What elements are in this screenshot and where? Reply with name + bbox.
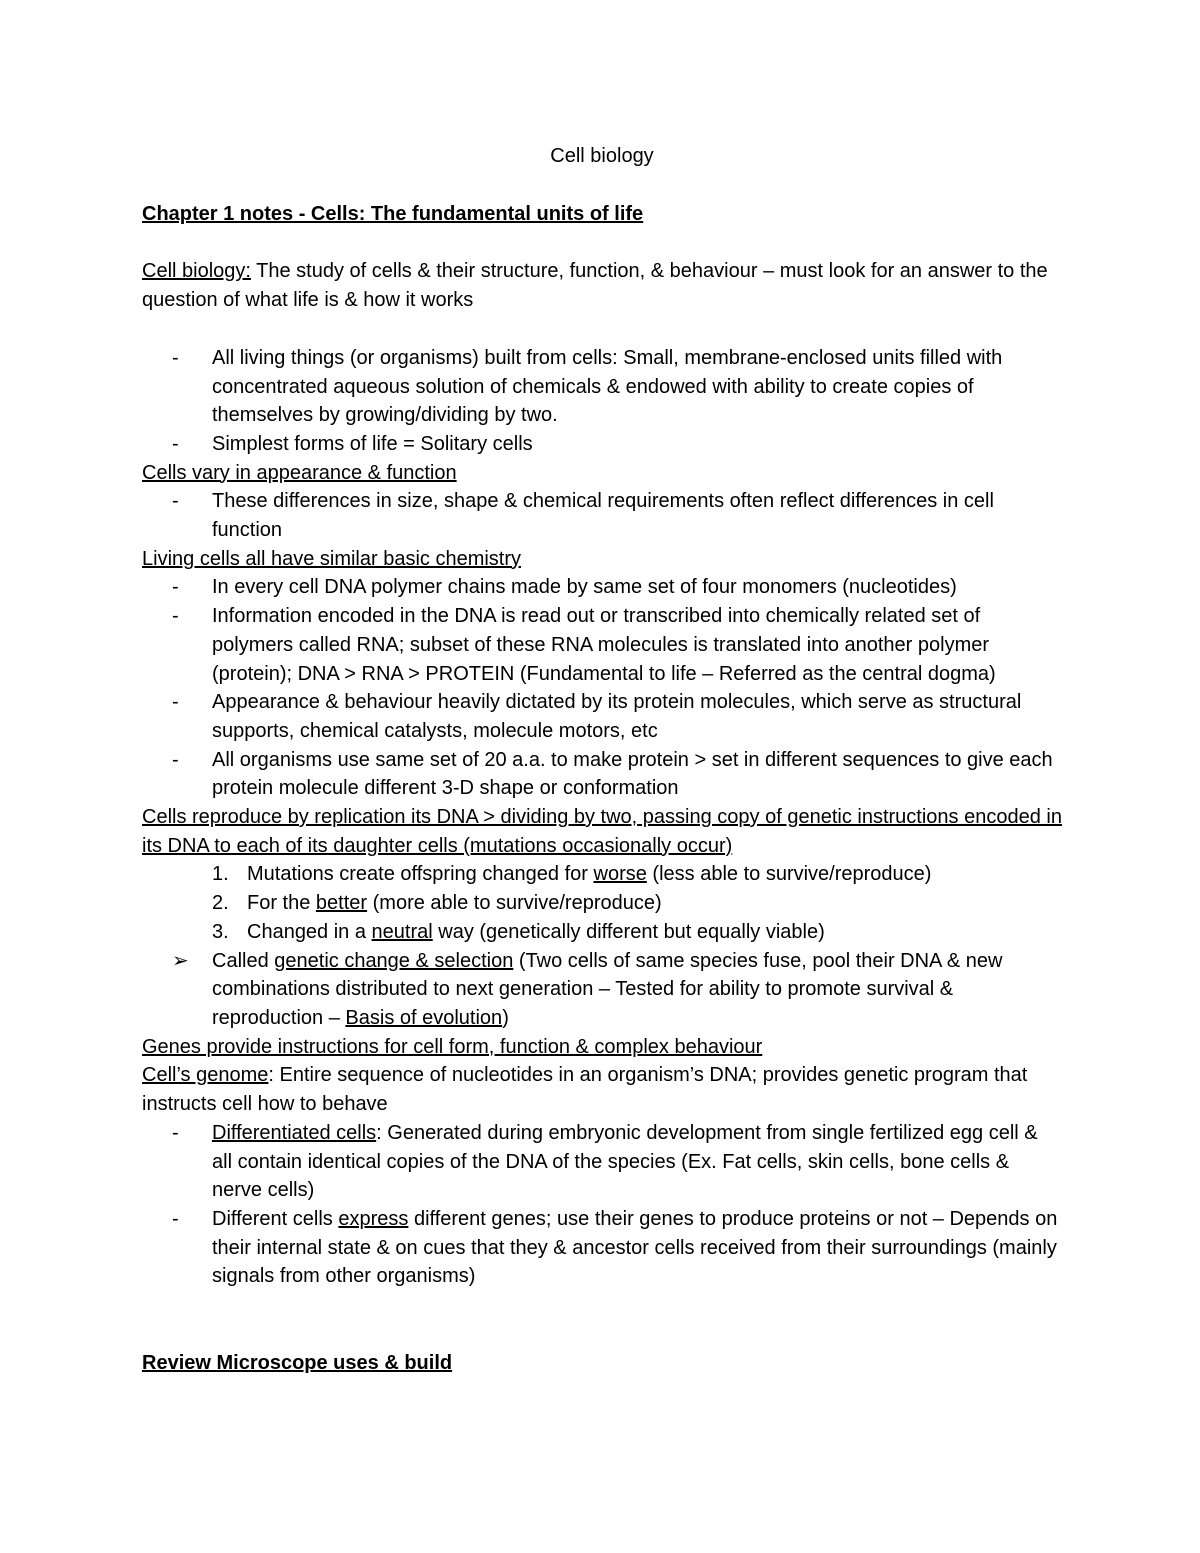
document-title: Cell biology	[550, 145, 654, 167]
list-item	[142, 688, 1062, 745]
list-item	[142, 344, 1062, 430]
list-item-emphasis: express	[338, 1207, 409, 1230]
number-marker: 1.	[212, 863, 229, 886]
list-item-text: : Generated during embryonic development from single fertilized egg cell & all contain identical copies of the DNA of the species (Ex. Fat cells, skin cells, bone cells & nerve cells)	[212, 1121, 1038, 1202]
bullet-marker: -	[172, 691, 179, 714]
list-item-emphasis: Differentiated cells	[212, 1121, 377, 1144]
numbered-item-text: (more able to survive/reproduce)	[367, 892, 662, 915]
arrow-item-text: )	[502, 1006, 509, 1029]
list-item	[142, 487, 1062, 544]
bullet-marker: -	[172, 346, 179, 369]
list-item	[142, 1205, 1062, 1291]
final-heading: Review Microscope uses & build	[142, 1352, 453, 1375]
list-item-text: different genes; use their genes to produce proteins or not – Depends on their internal state & on cues that they & ancestor cells received from their surroundings (mainly signals from other organisms)	[212, 1207, 1058, 1288]
list-item-text: In every cell DNA polymer chains made by same set of four monomers (nucleotides)	[212, 576, 957, 599]
numbered-item-text: (less able to survive/reproduce)	[646, 863, 932, 886]
list-item	[142, 602, 1062, 688]
arrow-bullet-icon: ➢	[172, 949, 189, 972]
numbered-item-text: Changed in a	[247, 920, 372, 943]
bullet-list-1	[142, 344, 1062, 459]
number-marker: 3.	[212, 920, 229, 943]
bullet-marker: -	[172, 432, 179, 455]
list-item-text: Simplest forms of life = Solitary cells	[212, 432, 533, 455]
bullet-marker: -	[172, 748, 179, 771]
list-item	[142, 746, 1062, 803]
numbered-item	[142, 860, 1062, 889]
bullet-marker: -	[172, 1207, 179, 1230]
section-heading-genes: Genes provide instructions for cell form, function & complex behaviour	[142, 1035, 763, 1058]
bullet-marker: -	[172, 576, 179, 599]
bullet-marker: -	[172, 605, 179, 628]
list-item-text: These differences in size, shape & chemical requirements often reflect differences in cell function	[212, 490, 994, 542]
numbered-item-text: way (genetically different but equally viable)	[432, 920, 825, 943]
arrow-item-emphasis: genetic change & selection	[274, 949, 514, 972]
list-item-text: All living things (or organisms) built from cells: Small, membrane-enclosed units filled with concentrated aqueous solution of chemicals & endowed with ability to create copies of themselves by growing/dividing by two.	[212, 346, 1003, 427]
list-item-text: Appearance & behaviour heavily dictated by its protein molecules, which serve as structural supports, chemical catalysts, molecule motors, etc	[212, 691, 1022, 742]
arrow-item-text: Called	[212, 949, 275, 972]
bullet-list-2	[142, 487, 1062, 544]
list-item-text: All organisms use same set of 20 a.a. to make protein > set in different sequences to give each protein molecule different 3-D shape or conformation	[212, 748, 1053, 800]
bullet-marker: -	[172, 1121, 179, 1144]
list-item	[142, 573, 1062, 602]
document-body	[142, 142, 1062, 1378]
list-item-text: Different cells	[212, 1207, 339, 1230]
numbered-item-emphasis: worse	[593, 863, 647, 886]
numbered-item-text: Mutations create offspring changed for	[247, 863, 594, 886]
intro-term: Cell biology:	[142, 260, 251, 283]
section-heading-appearance: Cells vary in appearance & function	[142, 461, 457, 484]
numbered-item	[142, 889, 1062, 918]
list-item	[142, 430, 1062, 459]
genome-paragraph	[142, 1061, 1062, 1118]
arrow-item-emphasis: Basis of evolution	[345, 1006, 503, 1029]
section-heading-reproduction: Cells reproduce by replication its DNA > dividing by two, passing copy of genetic instructions encoded in its DNA to each of its daughter cells (mutations occasionally occur)	[142, 806, 1062, 857]
genome-text: : Entire sequence of nucleotides in an organism’s DNA; provides genetic program that instructs cell how to behave	[142, 1064, 1028, 1116]
chapter-heading: Chapter 1 notes - Cells: The fundamental units of life	[142, 202, 644, 225]
numbered-item-emphasis: neutral	[371, 920, 433, 943]
list-item-text: Information encoded in the DNA is read out or transcribed into chemically related set of polymers called RNA; subset of these RNA molecules is translated into another polymer (protein); DNA > RNA > PROTEIN (Fundamental to life – Referred as the central dogma)	[212, 605, 996, 685]
numbered-item-emphasis: better	[315, 892, 368, 915]
numbered-list	[142, 860, 1062, 946]
intro-text: The study of cells & their structure, function, & behaviour – must look for an answer to the question of what life is & how it works	[142, 260, 1048, 312]
arrow-item-text: (Two cells of same species fuse, pool their DNA & new combinations distributed to next generation – Tested for ability to promote survival & reproduction –	[212, 949, 1003, 1029]
numbered-item	[142, 918, 1062, 947]
bullet-list-3	[142, 573, 1062, 803]
bullet-marker: -	[172, 490, 179, 513]
section-heading-chemistry: Living cells all have similar basic chemistry	[142, 547, 522, 570]
numbered-item-text: For the	[247, 892, 316, 915]
number-marker: 2.	[212, 892, 229, 915]
arrow-item	[142, 947, 1062, 1033]
list-item	[142, 1119, 1062, 1205]
intro-paragraph	[142, 257, 1062, 314]
genome-term: Cell’s genome	[142, 1064, 269, 1087]
bullet-list-5	[142, 1119, 1062, 1291]
